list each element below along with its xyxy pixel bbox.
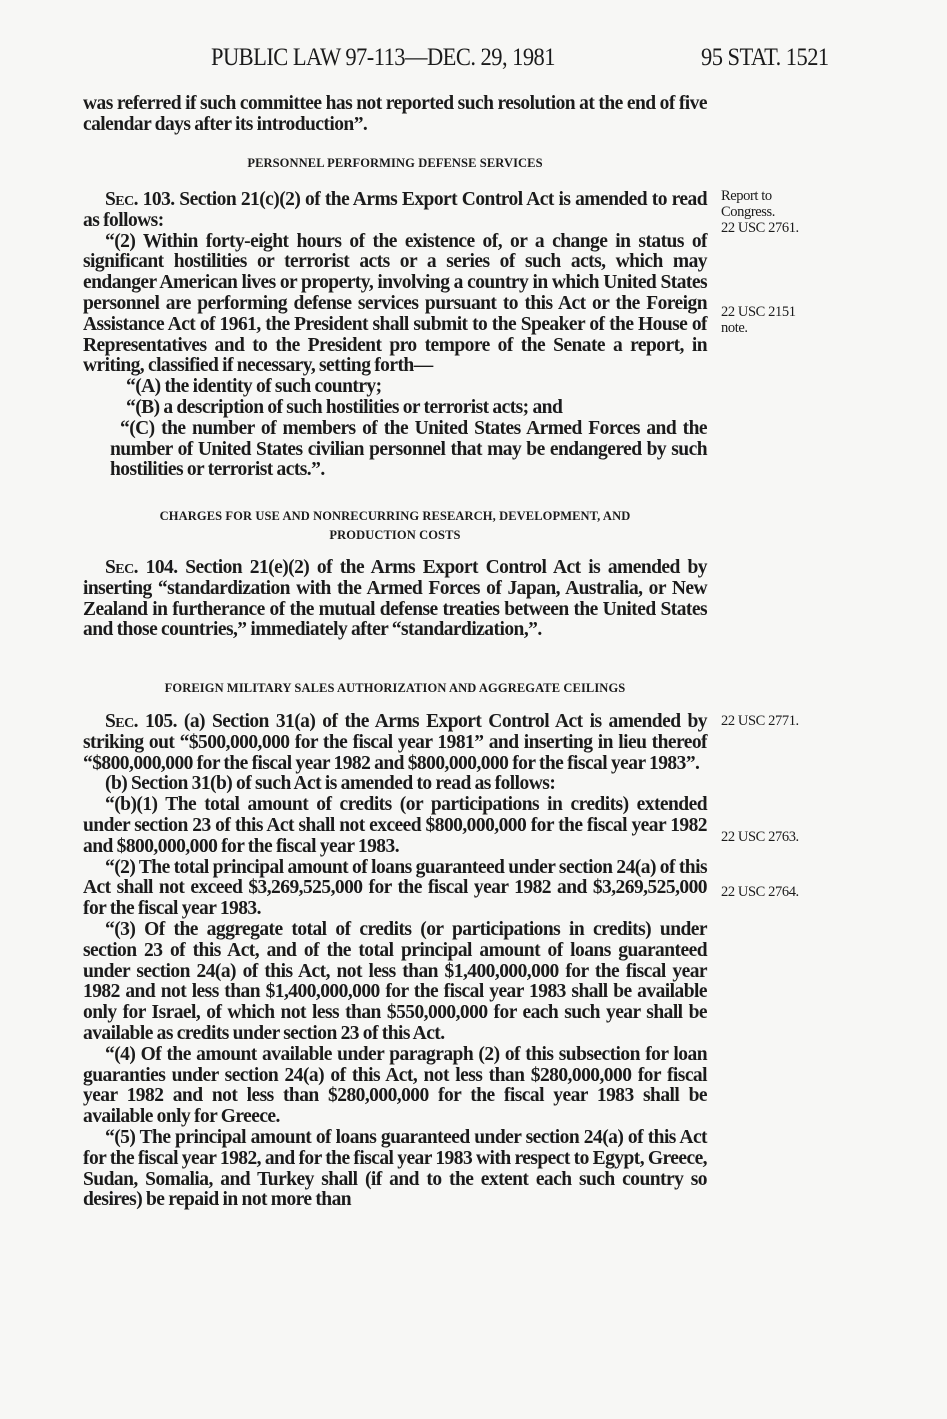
section-heading-105: FOREIGN MILITARY SALES AUTHORIZATION AND AGGREGATE CEILINGS <box>164 681 626 695</box>
section-heading-103: PERSONNEL PERFORMING DEFENSE SERVICES <box>247 156 543 170</box>
continuation-paragraph <box>83 94 707 136</box>
sec-label: Sec. <box>105 557 138 578</box>
section-104 <box>83 558 707 641</box>
note-line: Report to <box>721 188 772 204</box>
margin-note-report <box>721 188 799 236</box>
sec103-item-a: “(A) the identity of such country; <box>126 376 382 398</box>
margin-note-2763: 22 USC 2763. <box>721 829 799 845</box>
sec104-body: 104. Section 21(e)(2) of the Arms Export Control Act is amended by inserting “standardization with the Armed Forces of Japan, Australia, or New Zealand in furtherance of the mutual defense treaties between the United States and those countries,” immediately after “standardization,”. <box>83 557 707 641</box>
sec105-b: (b) Section 31(b) of such Act is amended to read as follows: <box>105 773 556 795</box>
sec103-lead-text: 103. Section 21(c)(2) of the Arms Export Control Act is amended to read as follows: <box>83 189 707 231</box>
section-heading-104 <box>83 507 707 545</box>
margin-note-2151 <box>721 304 796 336</box>
sec103-paragraph-2: “(2) Within forty-eight hours of the existence of, or a change in status of significant hostilities or terrorist acts or a series of such acts, which may endanger American lives or property, involving a country in which United States personnel are performing defense services pursuant to this Act or the Foreign Assistance Act of 1961, the President shall submit to the Speaker of the House of Representatives and to the President pro tempore of the Senate a report, in writing, classified if necessary, setting forth— <box>83 230 707 377</box>
sec105-a <box>83 712 707 774</box>
margin-note-2771: 22 USC 2771. <box>721 713 799 729</box>
running-header-title: PUBLIC LAW 97-113—DEC. 29, 1981 <box>211 44 555 71</box>
section-105 <box>83 712 707 1211</box>
sec105-b2: “(2) The total principal amount of loans guaranteed under section 24(a) of this Act shall not exceed $3,269,525,000 for the fiscal year 1982 and $3,269,525,000 for the fiscal year 1983. <box>83 856 707 920</box>
page-number: 95 STAT. 1521 <box>701 44 829 71</box>
heading-line: PRODUCTION COSTS <box>329 528 461 542</box>
continuation-text: was referred if such committee has not reported such resolution at the end of five calendar days after its introduction”. <box>83 93 707 135</box>
sec103-item-b: “(B) a description of such hostilities or terrorist acts; and <box>126 396 563 418</box>
sec103-item-c: “(C) the number of members of the United States Armed Forces and the number of United States civilian personnel that may be endangered by such hostilities or terrorist acts.”. <box>110 417 707 481</box>
note-line: note. <box>721 320 748 336</box>
note-line: 22 USC 2151 <box>721 304 796 320</box>
sec104-text <box>83 558 707 641</box>
sec-label: Sec. <box>105 189 138 210</box>
section-103 <box>83 190 707 481</box>
sec105-b1: “(b)(1) The total amount of credits (or participations in credits) extended under section 23 of this Act shall not exceed $800,000,000 for the fiscal year 1982 and $800,000,000 for the fiscal year 1983. <box>83 794 707 857</box>
sec103-lead <box>83 190 707 232</box>
note-line: 22 USC 2761. <box>721 220 799 236</box>
margin-note-2764: 22 USC 2764. <box>721 884 799 900</box>
heading-line: CHARGES FOR USE AND NONRECURRING RESEARCH, DEVELOPMENT, AND <box>159 509 631 523</box>
sec105-b4: “(4) Of the amount available under paragraph (2) of this subsection for loan guaranties under section 24(a) of this Act, not less than $280,000,000 for fiscal year 1982 and not less than $280,000,000 for the fiscal year 1983 shall be available only for Greece. <box>83 1043 707 1128</box>
note-line: Congress. <box>721 204 775 220</box>
sec105-b5: “(5) The principal amount of loans guaranteed under section 24(a) of this Act for the fiscal year 1982, and for the fiscal year 1983 with respect to Egypt, Greece, Sudan, Somalia, and Turkey shall (if and to the extent each such country so desires) be repaid in not more than <box>83 1126 707 1211</box>
sec105-b3: “(3) Of the aggregate total of credits (or participations in credits) under section 23 of this Act, and of the total principal amount of loans guaranteed under section 24(a) of this Act, not less than $1,400,000,000 for the fiscal year 1982 and not less than $1,400,000,000 for the fiscal year 1983 shall be available only for Israel, of which not less than $550,000,000 for each such year shall be available as credits under section 23 of this Act. <box>83 918 707 1044</box>
sec-label: Sec. <box>105 711 138 732</box>
sec105-a-text: 105. (a) Section 31(a) of the Arms Export Control Act is amended by striking out “$500,000,000 for the fiscal year 1981” and inserting in lieu thereof “$800,000,000 for the fiscal year 1982 and $800,000,000 for the fiscal year 1983”. <box>83 711 707 774</box>
